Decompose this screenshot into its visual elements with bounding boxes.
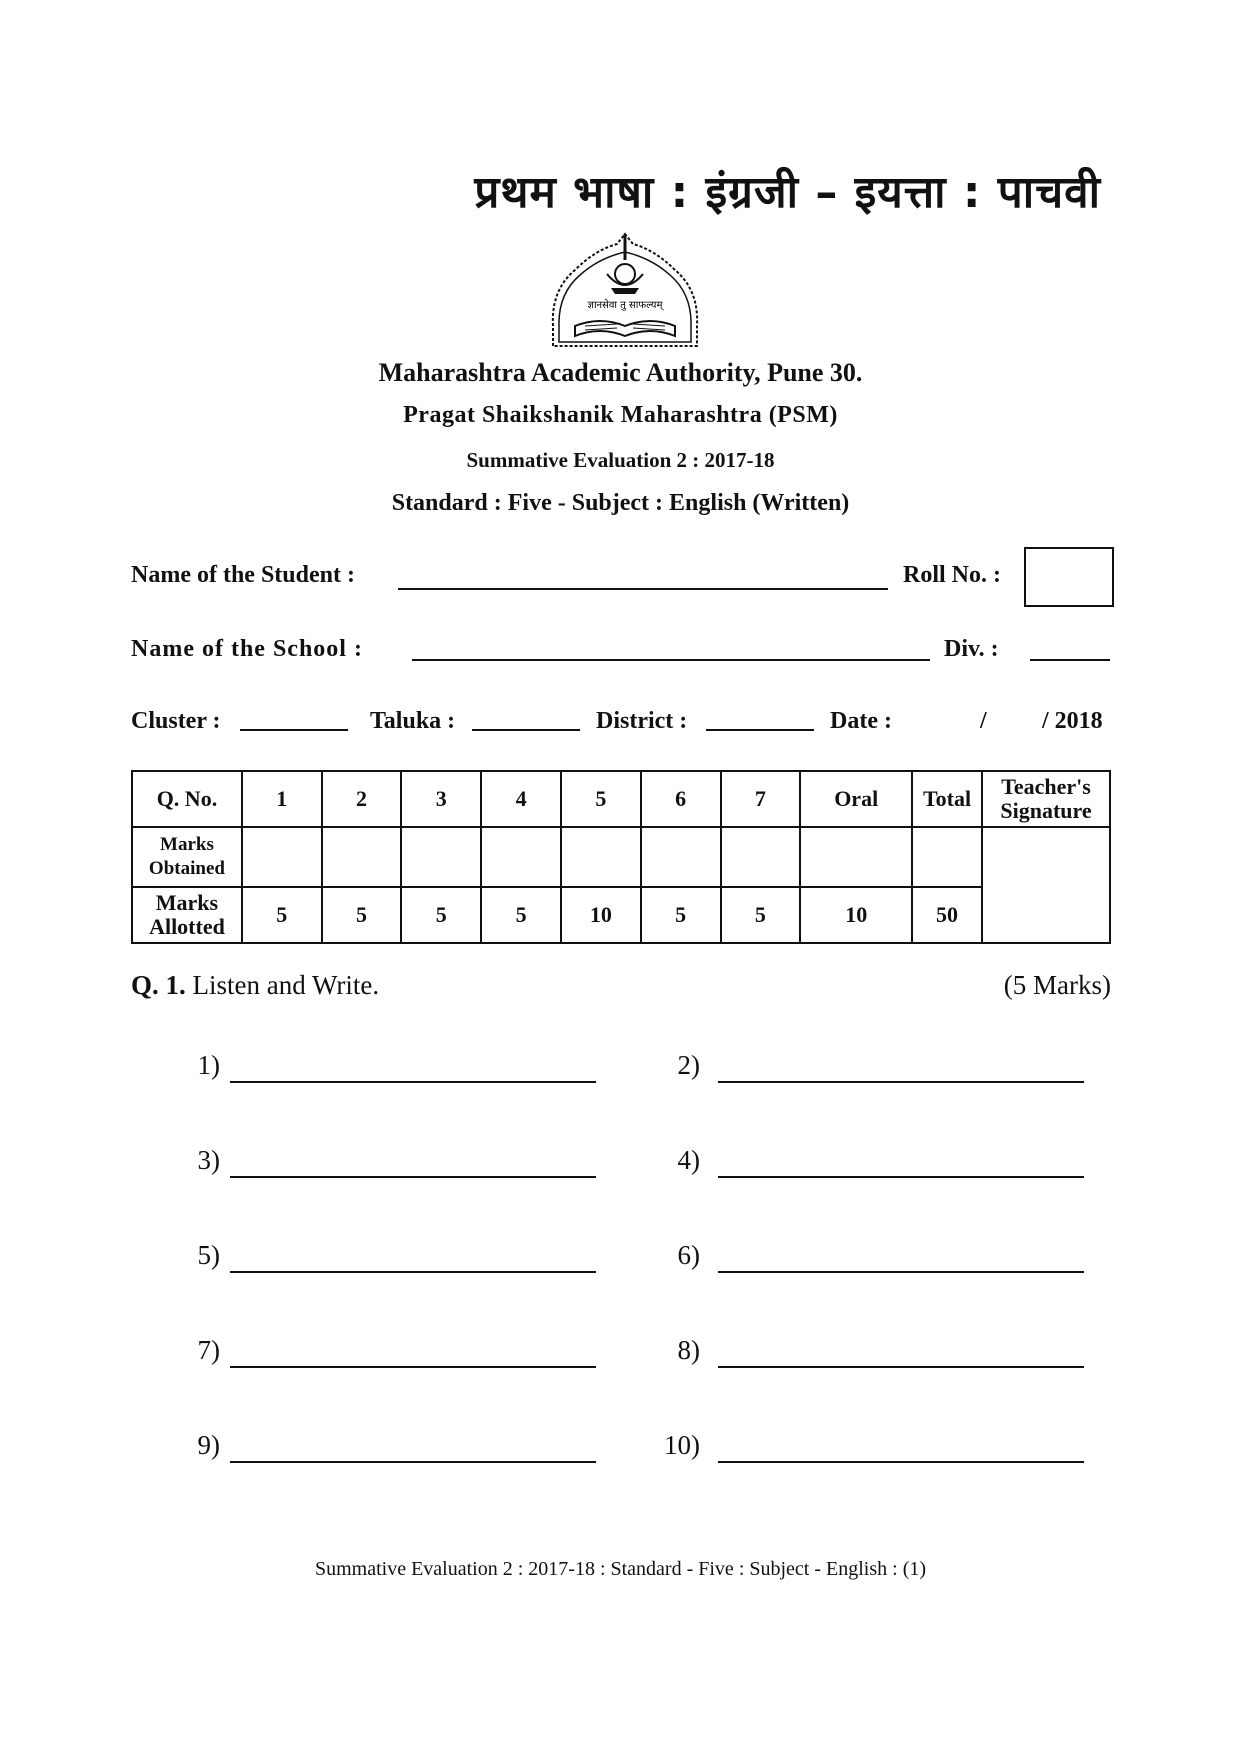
teacher-signature-header: Teacher's Signature xyxy=(982,771,1110,827)
question-1-heading xyxy=(131,970,379,1001)
question-1-instruction: Listen and Write. xyxy=(192,970,380,1000)
evaluation-title: Summative Evaluation 2 : 2017-18 xyxy=(466,448,775,472)
marks-table-header-row xyxy=(132,771,1110,827)
qno-header: Q. No. xyxy=(132,771,242,827)
obtained-cell-7[interactable] xyxy=(721,827,801,887)
academic-authority-logo xyxy=(545,230,705,352)
answer-number-3: 3) xyxy=(197,1145,220,1175)
allotted-cell-4: 5 xyxy=(481,887,561,943)
taluka-field[interactable] xyxy=(472,729,580,731)
allotted-cell-7: 5 xyxy=(721,887,801,943)
date-separator: / xyxy=(980,708,987,734)
question-1-marks: (5 Marks) xyxy=(1003,970,1111,1000)
page-footer: Summative Evaluation 2 : 2017-18 : Standard - Five : Subject - English : (1) xyxy=(314,1558,927,1580)
answer-number-10: 10) xyxy=(664,1430,700,1460)
question-header-3: 3 xyxy=(401,771,481,827)
obtained-cell-1[interactable] xyxy=(242,827,322,887)
answer-line-6[interactable] xyxy=(718,1271,1084,1273)
marks-obtained-label: Marks Obtained xyxy=(132,827,242,887)
allotted-cell-oral: 10 xyxy=(800,887,912,943)
allotted-cell-3: 5 xyxy=(401,887,481,943)
school-name-field[interactable] xyxy=(412,659,930,661)
answer-number-1: 1) xyxy=(197,1050,220,1080)
answer-line-3[interactable] xyxy=(230,1176,596,1178)
svg-text:ज्ञानसेवा तु साफल्यम्: ज्ञानसेवा तु साफल्यम् xyxy=(587,300,663,311)
marks-allotted-label: Marks Allotted xyxy=(132,887,242,943)
answer-number-7: 7) xyxy=(197,1335,220,1365)
question-1-number: Q. 1. xyxy=(131,970,186,1000)
answer-line-2[interactable] xyxy=(718,1081,1084,1083)
answer-number-9: 9) xyxy=(197,1430,220,1460)
marks-allotted-row xyxy=(132,887,1110,943)
question-header-7: 7 xyxy=(721,771,801,827)
answer-line-9[interactable] xyxy=(230,1461,596,1463)
answer-number-6: 6) xyxy=(677,1240,700,1270)
hindi-title: प्रथम भाषा : इंग्रजी – इयत्ता : पाचवी xyxy=(474,167,1101,218)
teacher-signature-cell[interactable] xyxy=(982,827,1110,943)
division-field[interactable] xyxy=(1030,659,1110,661)
answer-number-5: 5) xyxy=(197,1240,220,1270)
school-name-label: Name of the School : xyxy=(131,636,363,662)
answer-line-1[interactable] xyxy=(230,1081,596,1083)
district-field[interactable] xyxy=(706,729,814,731)
division-label: Div. : xyxy=(944,636,999,662)
student-name-field[interactable] xyxy=(398,588,888,590)
answer-number-8: 8) xyxy=(677,1335,700,1365)
oral-header: Oral xyxy=(800,771,912,827)
roll-number-box[interactable] xyxy=(1024,547,1114,607)
allotted-cell-total: 50 xyxy=(912,887,982,943)
total-header: Total xyxy=(912,771,982,827)
district-label: District : xyxy=(596,708,688,734)
obtained-cell-2[interactable] xyxy=(322,827,402,887)
question-header-6: 6 xyxy=(641,771,721,827)
cluster-field[interactable] xyxy=(240,729,348,731)
obtained-cell-6[interactable] xyxy=(641,827,721,887)
standard-subject: Standard : Five - Subject : English (Written) xyxy=(391,490,850,516)
answer-line-10[interactable] xyxy=(718,1461,1084,1463)
allotted-cell-2: 5 xyxy=(322,887,402,943)
roll-number-label: Roll No. : xyxy=(903,562,1001,588)
obtained-cell-5[interactable] xyxy=(561,827,641,887)
obtained-cell-oral[interactable] xyxy=(800,827,912,887)
answer-number-2: 2) xyxy=(677,1050,700,1080)
student-name-label: Name of the Student : xyxy=(131,562,355,588)
allotted-cell-1: 5 xyxy=(242,887,322,943)
answer-line-7[interactable] xyxy=(230,1366,596,1368)
obtained-cell-3[interactable] xyxy=(401,827,481,887)
marks-table xyxy=(131,770,1111,944)
question-header-5: 5 xyxy=(561,771,641,827)
question-header-1: 1 xyxy=(242,771,322,827)
date-year: / 2018 xyxy=(1042,708,1103,734)
answer-line-4[interactable] xyxy=(718,1176,1084,1178)
authority-name: Maharashtra Academic Authority, Pune 30. xyxy=(378,358,863,387)
allotted-cell-5: 10 xyxy=(561,887,641,943)
marks-obtained-row xyxy=(132,827,1110,887)
answer-line-8[interactable] xyxy=(718,1366,1084,1368)
answer-number-4: 4) xyxy=(677,1145,700,1175)
answer-line-5[interactable] xyxy=(230,1271,596,1273)
cluster-label: Cluster : xyxy=(131,708,221,734)
obtained-cell-total[interactable] xyxy=(912,827,982,887)
question-header-4: 4 xyxy=(481,771,561,827)
obtained-cell-4[interactable] xyxy=(481,827,561,887)
date-label: Date : xyxy=(830,708,892,734)
taluka-label: Taluka : xyxy=(370,708,456,734)
program-name: Pragat Shaikshanik Maharashtra (PSM) xyxy=(403,402,838,428)
question-header-2: 2 xyxy=(322,771,402,827)
allotted-cell-6: 5 xyxy=(641,887,721,943)
